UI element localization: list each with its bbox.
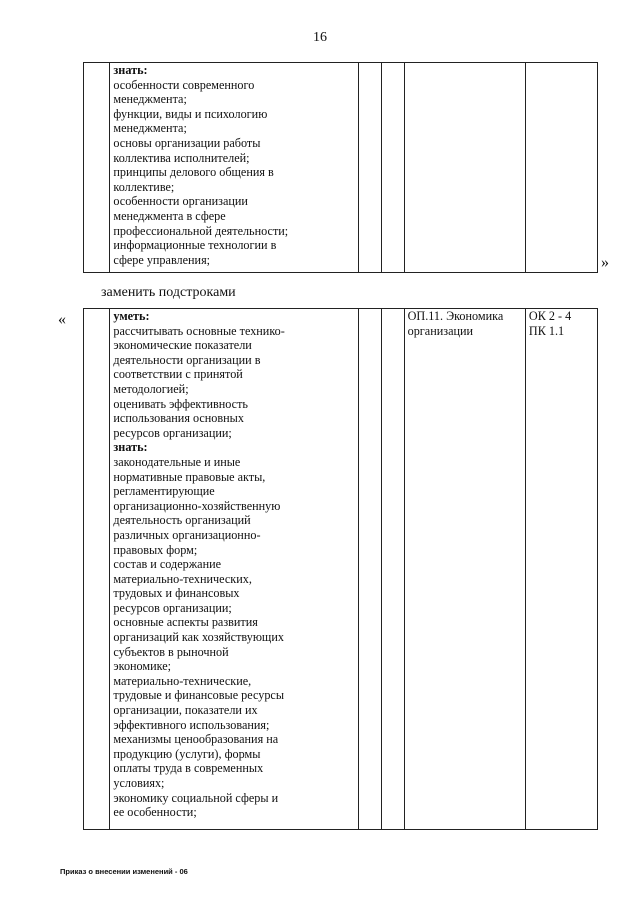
list-item: состав и содержание xyxy=(113,557,222,572)
list-item: особенности современного xyxy=(113,77,255,92)
list-item: ресурсов организации; xyxy=(113,600,232,615)
list-item: материально-технических, xyxy=(113,571,252,586)
knowledge-label: знать: xyxy=(113,440,148,455)
list-item: экономику социальной сферы и xyxy=(113,790,279,805)
list-item: организации, показатели их xyxy=(113,703,258,718)
replace-instruction: заменить подстроками xyxy=(101,285,236,300)
page-number: 16 xyxy=(313,30,327,45)
knowledge-list xyxy=(113,455,355,820)
competencies-cell xyxy=(525,309,597,830)
bottom-cell-1 xyxy=(84,309,110,830)
opening-quote: « xyxy=(58,311,66,328)
bottom-cell-4 xyxy=(381,309,404,830)
discipline-line: организации xyxy=(407,323,474,338)
top-cell-4 xyxy=(381,63,404,273)
discipline-name xyxy=(408,309,522,338)
discipline-cell xyxy=(404,309,525,830)
skills-list xyxy=(113,324,355,441)
list-item: коллектива исполнителей; xyxy=(113,150,250,165)
top-knowledge-list xyxy=(113,78,355,268)
list-item: оценивать эффективность xyxy=(113,396,248,411)
list-item: сфере управления; xyxy=(113,252,211,267)
list-item: правовых форм; xyxy=(113,542,198,557)
top-cell-6 xyxy=(525,63,597,273)
closing-quote: » xyxy=(601,254,609,271)
list-item: трудовых и финансовых xyxy=(113,586,240,601)
list-item: ресурсов организации; xyxy=(113,425,232,440)
list-item: рассчитывать основные технико- xyxy=(113,323,285,338)
discipline-line: ОП.11. Экономика xyxy=(407,309,504,323)
list-item: функции, виды и психологию xyxy=(113,106,268,121)
list-item: методологией; xyxy=(113,381,189,396)
list-item: организационно-хозяйственную xyxy=(113,498,281,513)
list-item: экономические показатели xyxy=(113,338,252,353)
top-table xyxy=(83,62,598,273)
list-item: механизмы ценообразования на xyxy=(113,732,279,747)
list-item: экономике; xyxy=(113,659,172,674)
bottom-cell-3 xyxy=(358,309,381,830)
competency-line: ОК 2 - 4 xyxy=(528,309,572,323)
bottom-content-cell xyxy=(110,309,359,830)
competency-line: ПК 1.1 xyxy=(528,323,565,338)
bottom-table xyxy=(83,308,598,830)
list-item: трудовые и финансовые ресурсы xyxy=(113,688,285,703)
list-item: коллективе; xyxy=(113,179,175,194)
list-item: условиях; xyxy=(113,776,165,790)
list-item: соответствии с принятой xyxy=(113,367,243,382)
list-item: основы организации работы xyxy=(113,135,261,150)
list-item: деятельность организаций xyxy=(113,513,251,528)
top-cell-5 xyxy=(404,63,525,273)
list-item: эффективного использования; xyxy=(113,717,270,732)
list-item: регламентирующие xyxy=(113,484,215,499)
list-item: нормативные правовые акты, xyxy=(113,469,266,484)
list-item: основные аспекты развития xyxy=(113,615,258,630)
top-cell-3 xyxy=(358,63,381,273)
list-item: профессиональной деятельности; xyxy=(113,223,289,238)
list-item: субъектов в рыночной xyxy=(113,644,229,659)
list-item: менеджмента; xyxy=(113,121,187,136)
list-item: деятельности организации в xyxy=(113,352,261,367)
footer-note: Приказ о внесении изменений - 06 xyxy=(60,867,188,876)
list-item: использования основных xyxy=(113,411,244,426)
list-item: продукцию (услуги), формы xyxy=(113,746,261,761)
list-item: различных организационно- xyxy=(113,527,261,542)
list-item: информационные технологии в xyxy=(113,238,277,253)
list-item: организаций как хозяйствующих xyxy=(113,630,284,645)
competencies-list xyxy=(529,309,594,338)
section-label: знать: xyxy=(113,63,148,77)
top-knowledge-cell xyxy=(110,63,359,273)
list-item: оплаты труда в современных xyxy=(113,761,264,776)
list-item: особенности организации xyxy=(113,194,248,209)
list-item: законодательные и иные xyxy=(113,454,241,469)
top-cell-1 xyxy=(84,63,110,273)
list-item: ее особенности; xyxy=(113,805,197,820)
list-item: менеджмента в сфере xyxy=(113,208,226,223)
list-item: менеджмента; xyxy=(113,92,187,107)
list-item: принципы делового общения в xyxy=(113,165,274,180)
skills-label: уметь: xyxy=(113,309,150,323)
list-item: материально-технические, xyxy=(113,673,252,688)
